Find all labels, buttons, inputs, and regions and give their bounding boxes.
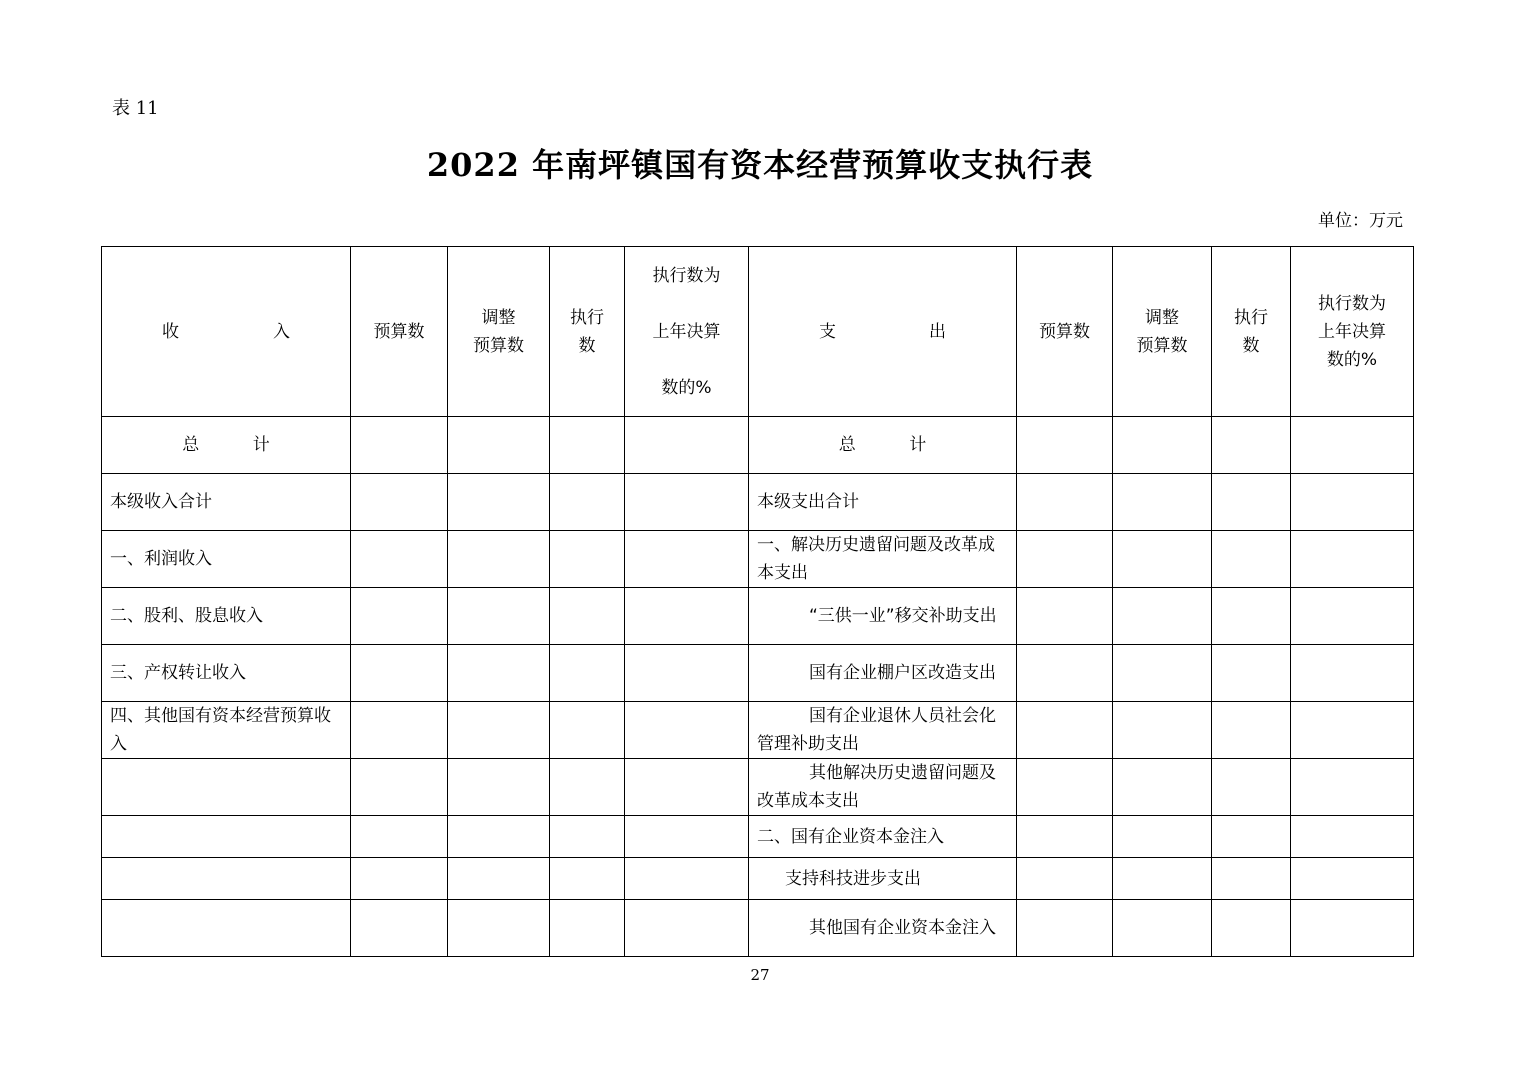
expense-total-label: 总 计 (749, 417, 1017, 474)
income-item (102, 816, 351, 858)
expense-item: 二、国有企业资本金注入 (749, 816, 1017, 858)
income-item (102, 858, 351, 900)
header-income: 收 入 (102, 247, 351, 417)
total-row (102, 417, 1414, 474)
expense-item: 一、解决历史遗留问题及改革成本支出 (749, 531, 1017, 588)
table-row (102, 900, 1414, 957)
expense-item: “三供一业”移交补助支出 (749, 588, 1017, 645)
income-item: 四、其他国有资本经营预算收入 (102, 702, 351, 759)
header-ratio: 执行数为 上年决算 数的% (625, 247, 749, 417)
expense-item: 支持科技进步支出 (749, 858, 1017, 900)
header-adjusted-2: 调整 预算数 (1113, 247, 1212, 417)
income-item (102, 759, 351, 816)
table-row (102, 588, 1414, 645)
header-adjusted: 调整 预算数 (448, 247, 550, 417)
header-budget-2: 预算数 (1017, 247, 1113, 417)
table-row (102, 816, 1414, 858)
header-ratio-2: 执行数为 上年决算 数的% (1291, 247, 1414, 417)
expense-item: 其他国有企业资本金注入 (749, 900, 1017, 957)
table-number: 表 11 (112, 98, 159, 119)
header-executed-2: 执行 数 (1212, 247, 1291, 417)
header-budget: 预算数 (351, 247, 448, 417)
expense-item: 国有企业棚户区改造支出 (749, 645, 1017, 702)
budget-table (101, 246, 1414, 957)
expense-level-total: 本级支出合计 (749, 474, 1017, 531)
table-row (102, 645, 1414, 702)
unit-label: 单位：万元 (1318, 211, 1403, 231)
header-row (102, 247, 1414, 417)
level-total-row (102, 474, 1414, 531)
header-executed: 执行 数 (550, 247, 625, 417)
income-item: 二、股利、股息收入 (102, 588, 351, 645)
income-item: 一、利润收入 (102, 531, 351, 588)
income-level-total: 本级收入合计 (102, 474, 351, 531)
expense-item: 其他解决历史遗留问题及改革成本支出 (749, 759, 1017, 816)
table-row (102, 702, 1414, 759)
income-item (102, 900, 351, 957)
table-row (102, 858, 1414, 900)
expense-item: 国有企业退休人员社会化管理补助支出 (749, 702, 1017, 759)
page-title: 2022 年南坪镇国有资本经营预算收支执行表 (426, 146, 1094, 184)
income-total-label: 总 计 (102, 417, 351, 474)
header-expense: 支 出 (749, 247, 1017, 417)
table-row (102, 531, 1414, 588)
table-row (102, 759, 1414, 816)
page-number: 27 (750, 966, 770, 984)
income-item: 三、产权转让收入 (102, 645, 351, 702)
